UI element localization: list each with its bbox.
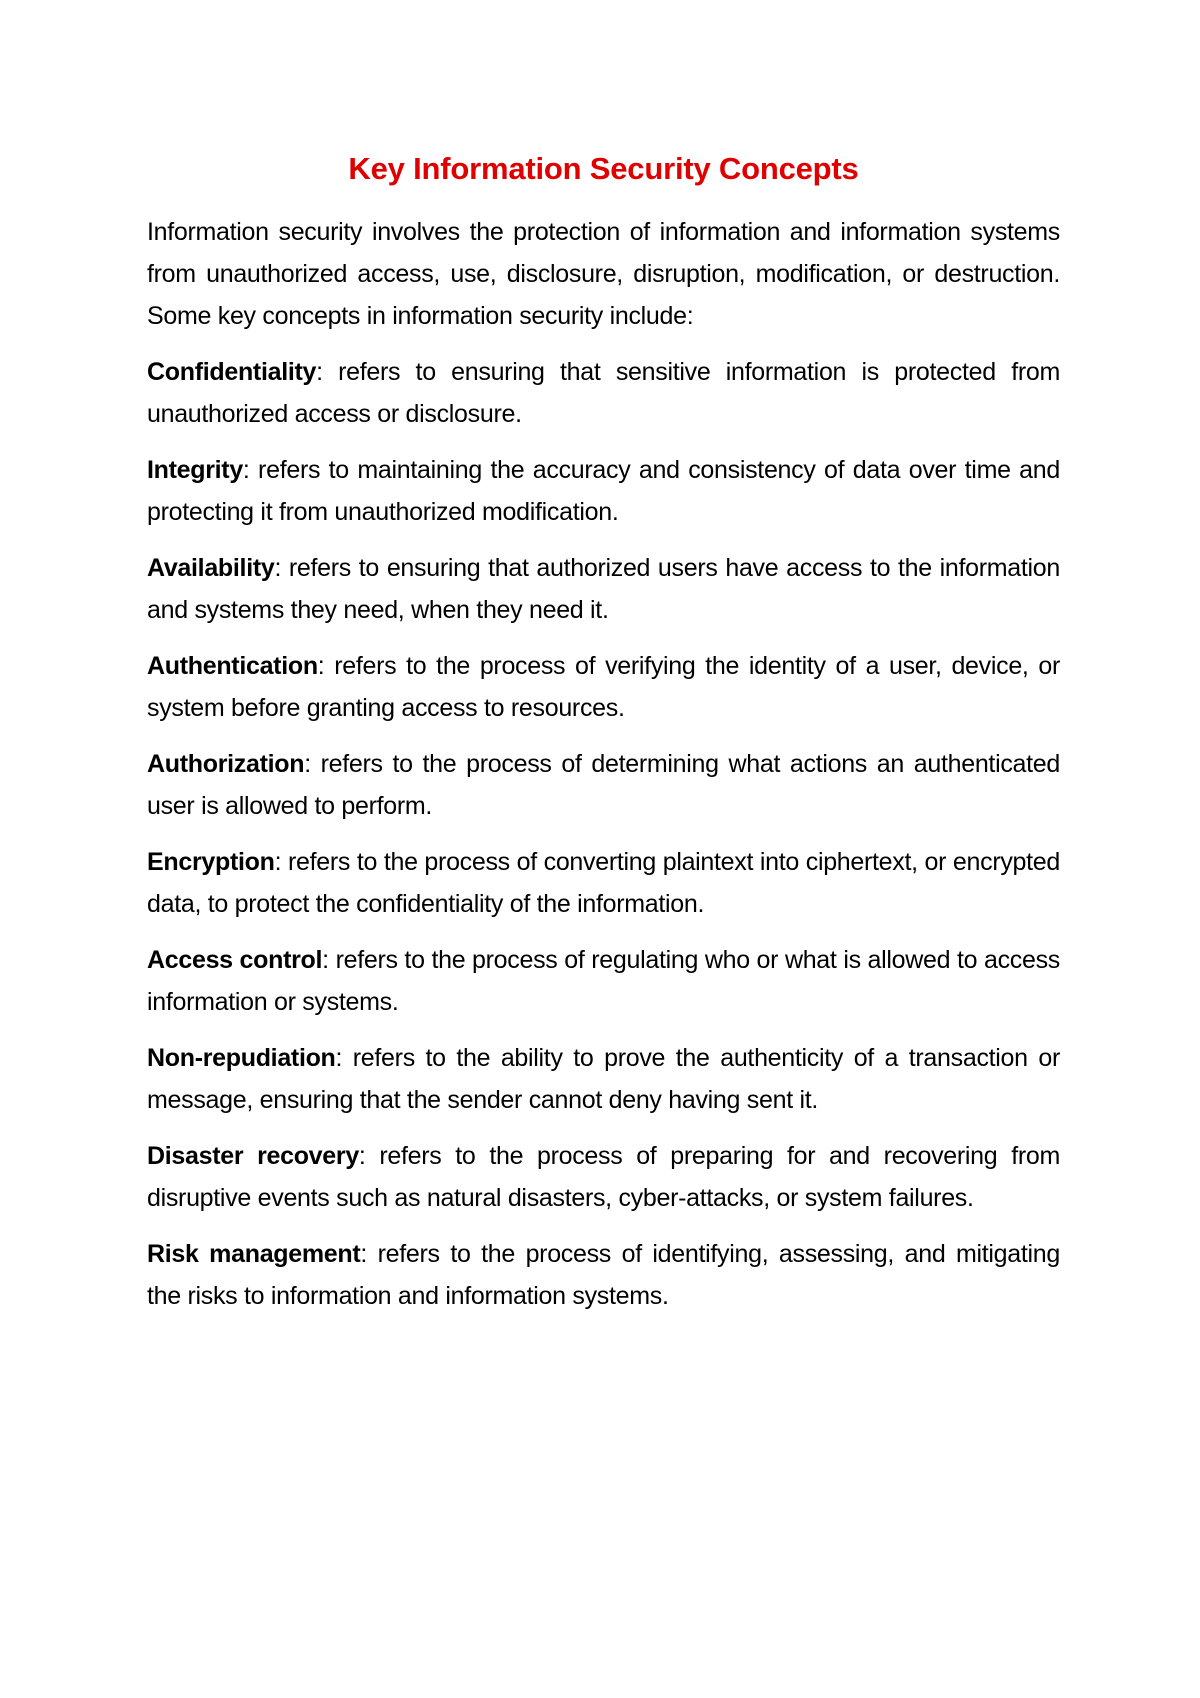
intro-paragraph: Information security involves the protection of information and information systems from unauthorized access, use, disclosure, disruption, modification, or destruction. Some key concepts in information security include:	[147, 218, 1060, 331]
concept-paragraph	[147, 743, 1060, 827]
concept-paragraph	[147, 645, 1060, 729]
concept-term: Risk management	[147, 1240, 361, 1269]
concept-paragraph	[147, 841, 1060, 925]
concept-paragraph	[147, 351, 1060, 435]
concept-term: Authorization	[147, 750, 305, 779]
concept-paragraph	[147, 1037, 1060, 1121]
concept-paragraph	[147, 547, 1060, 631]
concept-term: Authentication	[147, 652, 318, 681]
concept-paragraph	[147, 449, 1060, 533]
concept-definition: : refers to maintaining the accuracy and consistency of data over time and protecting it from unauthorized modification.	[147, 456, 1060, 527]
concept-definition: : refers to the process of determining what actions an authenticated user is allowed to perform.	[147, 750, 1060, 821]
concept-paragraph	[147, 1135, 1060, 1219]
concept-paragraph	[147, 1233, 1060, 1317]
document-page	[147, 150, 1060, 1331]
concept-definition: : refers to the process of regulating who or what is allowed to access information or systems.	[147, 946, 1060, 1017]
concept-definition: : refers to the process of verifying the identity of a user, device, or system before granting access to resources.	[147, 652, 1060, 723]
concept-definition: : refers to the process of identifying, assessing, and mitigating the risks to information and information systems.	[147, 1240, 1060, 1311]
concept-definition: : refers to the process of preparing for and recovering from disruptive events such as natural disasters, cyber-attacks, or system failures.	[147, 1142, 1060, 1213]
concept-paragraph	[147, 939, 1060, 1023]
concept-term: Confidentiality	[147, 358, 317, 387]
concept-definition: : refers to the ability to prove the authenticity of a transaction or message, ensuring that the sender cannot deny having sent it.	[147, 1044, 1060, 1115]
concept-term: Integrity	[147, 456, 243, 485]
concept-term: Disaster recovery	[147, 1142, 359, 1171]
concept-definition: : refers to the process of converting plaintext into ciphertext, or encrypted data, to protect the confidentiality of the information.	[147, 848, 1060, 919]
concept-definition: : refers to ensuring that authorized users have access to the information and systems they need, when they need it.	[147, 554, 1060, 625]
concept-term: Availability	[147, 554, 275, 583]
concept-term: Encryption	[147, 848, 275, 877]
concept-term: Access control	[147, 946, 323, 975]
concept-term: Non-repudiation	[147, 1044, 336, 1073]
document-title: Key Information Security Concepts	[348, 151, 859, 186]
concept-definition: : refers to ensuring that sensitive information is protected from unauthorized access or disclosure.	[147, 358, 1060, 429]
